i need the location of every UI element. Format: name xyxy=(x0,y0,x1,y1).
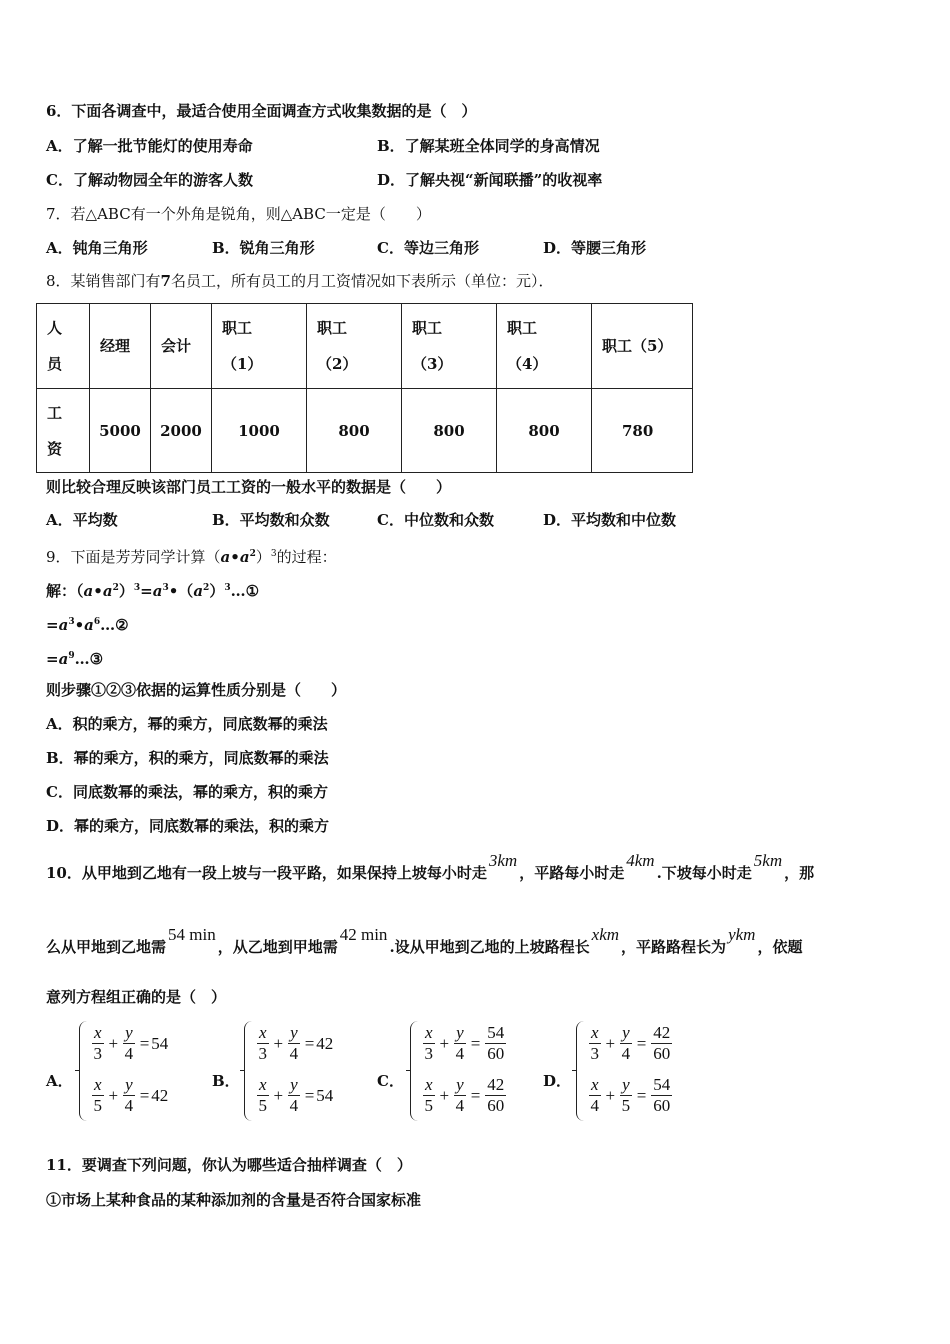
q8-stem: 8．某销售部门有7名员工，所有员工的月工资情况如下表所示（单位：元）． xyxy=(46,272,554,290)
table-row xyxy=(37,389,693,473)
q10-line-2: 么从甲地到乙地需54 min，从乙地到甲地需42 min.设从甲地到乙地的上坡路程长xkm，平路路程长为ykm，依题 xyxy=(46,925,803,956)
q10-line-3: 意列方程组正确的是（ ） xyxy=(46,988,227,1006)
q6-stem: 6．下面各调查中，最适合使用全面调查方式收集数据的是（ ） xyxy=(46,102,477,120)
q9-question: 则步骤①②③依据的运算性质分别是（ ） xyxy=(46,681,347,699)
q9-option-b[interactable]: B．幂的乘方，积的乘方，同底数幂的乘法 xyxy=(46,749,329,767)
q9-option-a[interactable]: A．积的乘方，幂的乘方，同底数幂的乘法 xyxy=(46,715,328,733)
table-cell: 800 xyxy=(402,389,497,473)
table-cell: 2000 xyxy=(151,389,212,473)
q8-option-d[interactable]: D．平均数和中位数 xyxy=(543,511,677,529)
table-header-cell: 职工 （1） xyxy=(212,304,307,389)
q6-option-c[interactable]: C．了解动物园全年的游客人数 xyxy=(46,171,253,189)
q10-option-a[interactable]: A． xyxy=(46,1072,73,1090)
q8-option-b[interactable]: B．平均数和众数 xyxy=(212,511,330,529)
table-cell: 780 xyxy=(592,389,693,473)
table-header-cell: 职工（5） xyxy=(592,304,693,389)
q9-step-2: $=a^3•a^6\dots ②$ xyxy=(46,616,129,634)
table-cell: 800 xyxy=(497,389,592,473)
q7-option-a[interactable]: A．钝角三角形 xyxy=(46,239,148,257)
q9-option-c[interactable]: C．同底数幂的乘法，幂的乘方，积的乘方 xyxy=(46,783,328,801)
q10-option-b[interactable]: B． xyxy=(212,1072,240,1090)
q9-stem: 9．下面是芳芳同学计算$(a•a^2)^3$的过程： xyxy=(46,548,337,566)
table-header-cell: 人 员 xyxy=(37,304,90,389)
table-header-cell: 职工 （2） xyxy=(307,304,402,389)
table-cell: 1000 xyxy=(212,389,307,473)
q9-step-3: $=a^9\dots ③$ xyxy=(46,650,104,668)
q7-option-b[interactable]: B．锐角三角形 xyxy=(212,239,315,257)
table-header-cell: 职工 （4） xyxy=(497,304,592,389)
salary-table xyxy=(36,303,693,473)
q11-stem: 11．要调查下列问题，你认为哪些适合抽样调查（ ） xyxy=(46,1156,412,1174)
q6-option-d[interactable]: D．了解央视“新闻联播”的收视率 xyxy=(377,171,603,189)
q10-option-c[interactable]: C． xyxy=(377,1072,404,1090)
q7-option-c[interactable]: C．等边三角形 xyxy=(377,239,479,257)
q8-option-a[interactable]: A．平均数 xyxy=(46,511,118,529)
q6-option-a[interactable]: A．了解一批节能灯的使用寿命 xyxy=(46,137,253,155)
table-cell: 工 资 xyxy=(37,389,90,473)
table-row xyxy=(37,304,693,389)
table-header-cell: 职工 （3） xyxy=(402,304,497,389)
table-header-cell: 经理 xyxy=(90,304,151,389)
q10-option-d[interactable]: D． xyxy=(543,1072,572,1090)
q9-option-d[interactable]: D．幂的乘方，同底数幂的乘法，积的乘方 xyxy=(46,817,330,835)
q7-stem: 7．若△ABC有一个外角是锐角，则△ABC一定是（ ） xyxy=(46,205,431,223)
q7-option-d[interactable]: D．等腰三角形 xyxy=(543,239,647,257)
q9-step-1: 解：$(a•a^2)^3=a^3•(a^2)^3\dots ①$ xyxy=(46,582,260,600)
q8-question: 则比较合理反映该部门员工工资的一般水平的数据是（ ） xyxy=(46,478,452,496)
q11-item-1: ①市场上某种食品的某种添加剂的含量是否符合国家标准 xyxy=(46,1191,422,1209)
q8-option-c[interactable]: C．中位数和众数 xyxy=(377,511,494,529)
table-cell: 5000 xyxy=(90,389,151,473)
q6-option-b[interactable]: B．了解某班全体同学的身高情况 xyxy=(377,137,600,155)
q10-line-1: 10．从甲地到乙地有一段上坡与一段平路，如果保持上坡每小时走3km，平路每小时走4km.下坡每小时走5km，那 xyxy=(46,851,815,882)
table-cell: 800 xyxy=(307,389,402,473)
table-header-cell: 会计 xyxy=(151,304,212,389)
